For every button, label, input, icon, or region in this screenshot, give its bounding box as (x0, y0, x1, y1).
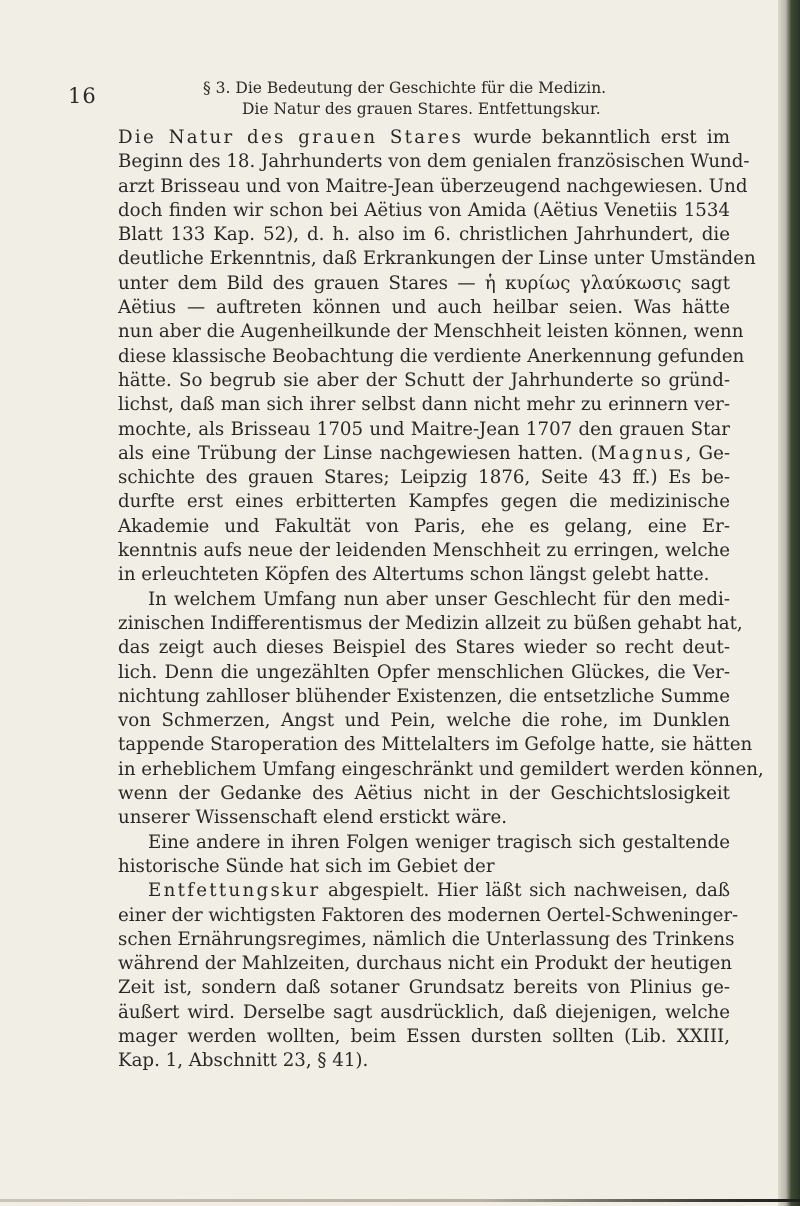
emphasized-term: Die Natur des grauen Stares (118, 127, 464, 148)
running-head-line1: § 3. Die Bedeutung der Geschichte für die Medizin. (203, 79, 607, 97)
text-run: Blatt 133 Kap. 52), d. h. also im 6. christlichen Jahrhundert, die (118, 224, 730, 246)
paragraph (118, 588, 764, 831)
text-run: Eine andere in ihren Folgen weniger tragisch sich gestaltende (148, 831, 730, 853)
text-line (118, 1025, 730, 1049)
text-line (118, 952, 730, 976)
text-run: lich. Denn die ungezählten Opfer menschlichen Glückes, die Ver- (118, 661, 730, 683)
text-run: Beginn des 18. Jahrhunderts von dem genialen französischen Wund- (118, 151, 750, 173)
text-line (118, 247, 756, 271)
text-line (118, 393, 730, 417)
text-line (118, 588, 730, 612)
text-run: wurde bekanntlich erst im (463, 127, 730, 148)
text-line (118, 345, 745, 369)
text-line (118, 904, 739, 928)
body-text (118, 126, 764, 1074)
text-line (118, 855, 730, 879)
text-run: In welchem Umfang nun aber unser Geschlecht für den medi- (148, 588, 730, 610)
text-line (118, 515, 730, 539)
text-run: doch finden wir schon bei Aëtius von Amida (Aëtius Venetiis 1534 (118, 199, 730, 221)
text-line (118, 418, 730, 442)
text-line (118, 175, 748, 199)
text-line (118, 1001, 730, 1025)
text-line (118, 831, 730, 855)
text-run: , Ge- (685, 442, 730, 464)
text-run: schichte des grauen Stares; Leipzig 1876, Seite 43 ff.) Es be- (118, 467, 730, 489)
text-run: in erleuchteten Köpfen des Altertums schon längst gelebt hatte. (118, 564, 710, 586)
text-run: Zeit ist, sondern daß sotaner Grundsatz bereits von Plinius ge- (118, 977, 730, 999)
text-run: einer der wichtigsten Faktoren des modernen Oertel-Schweninger- (118, 904, 739, 926)
text-run: abgespielt. Hier läßt sich nachweisen, daß (320, 880, 730, 902)
text-run: historische Sünde hat sich im Gebiet der (118, 855, 495, 877)
text-line (118, 466, 730, 490)
text-line (118, 928, 735, 952)
text-run: unserer Wissenschaft elend erstickt wäre. (118, 807, 508, 829)
text-line (118, 490, 730, 514)
text-line (118, 563, 730, 587)
emphasized-term: Entfettungskur (148, 880, 321, 902)
text-run: von Schmerzen, Angst und Pein, welche die rohe, im Dunklen (118, 710, 730, 732)
text-run: schen Ernährungsregimes, nämlich die Unterlassung des Trinkens (118, 928, 735, 950)
text-line (118, 806, 730, 830)
text-line (118, 150, 750, 174)
text-run: in erheblichem Umfang eingeschränkt und gemildert werden können, (118, 758, 764, 780)
text-line (118, 661, 730, 685)
text-run: wenn der Gedanke des Aëtius nicht in der Geschichtslosigkeit (118, 783, 730, 805)
text-run: arzt Brisseau und von Maitre-Jean überzeugend nachgewiesen. Und (118, 175, 748, 197)
text-run: nichtung zahlloser blühender Existenzen, die entsetzliche Summe (118, 685, 730, 707)
text-run: äußert wird. Derselbe sagt ausdrücklich, daß diejenigen, welche (118, 1001, 730, 1023)
text-run: lichst, daß man sich ihrer selbst dann nicht mehr zu erinnern ver- (118, 394, 730, 416)
text-line (118, 442, 730, 466)
text-run: durfte erst eines erbitterten Kampfes gegen die medizinische (118, 491, 730, 513)
text-line (118, 126, 730, 150)
text-run: mager werden wollten, beim Essen dursten sollten (Lib. XXIII, (118, 1025, 730, 1047)
text-run: hätte. So begrub sie aber der Schutt der Jahrhunderte so gründ- (118, 369, 730, 391)
paragraph (118, 831, 739, 1074)
bottom-edge (0, 1199, 800, 1202)
text-run: unter dem Bild des grauen Stares — ἡ κυρίως γλαύκωσις sagt (118, 272, 730, 294)
text-line (118, 612, 743, 636)
text-line (118, 685, 730, 709)
text-run: Akademie und Fakultät von Paris, ehe es gelang, eine Er- (118, 515, 730, 537)
text-run: mochte, als Brisseau 1705 und Maitre-Jean 1707 den grauen Star (118, 418, 730, 440)
text-run: nun aber die Augenheilkunde der Menschheit leisten können, wenn (118, 321, 744, 343)
text-line (118, 709, 730, 733)
text-run: als eine Trübung der Linse nachgewiesen hatten. ( (118, 442, 598, 464)
text-line (118, 636, 730, 660)
text-run: Kap. 1, Abschnitt 23, § 41). (118, 1050, 369, 1072)
text-line (118, 223, 730, 247)
text-run: zinischen Indifferentismus der Medizin allzeit zu büßen gehabt hat, (118, 612, 743, 634)
text-line (118, 733, 753, 757)
text-line (118, 539, 730, 563)
emphasized-term: Magnus (597, 442, 686, 464)
running-head (203, 78, 723, 120)
text-line (118, 879, 730, 903)
text-run: kenntnis aufs neue der leidenden Menschheit zu erringen, welche (118, 540, 730, 562)
text-run: das zeigt auch dieses Beispiel des Stares wieder so recht deut- (118, 637, 730, 659)
text-run: Aëtius — auftreten können und auch heilbar seien. Was hätte (118, 297, 730, 319)
text-run: während der Mahlzeiten, durchaus nicht ein Produkt der heutigen (118, 953, 732, 975)
running-head-line2: Die Natur des grauen Stares. Entfettungskur. (242, 100, 601, 118)
page-edge-shadow (778, 0, 800, 1206)
text-run: diese klassische Beobachtung die verdiente Anerkennung gefunden (118, 345, 745, 367)
text-line (118, 976, 730, 1000)
text-line (118, 272, 730, 296)
text-line (118, 1049, 730, 1073)
paragraph (118, 126, 756, 588)
text-run: tappende Staroperation des Mittelalters im Gefolge hatte, sie hätten (118, 734, 753, 756)
text-line (118, 296, 730, 320)
text-run: deutliche Erkenntnis, daß Erkrankungen der Linse unter Umständen (118, 248, 756, 270)
text-line (118, 199, 730, 223)
text-line (118, 782, 730, 806)
text-line (118, 758, 764, 782)
text-line (118, 320, 744, 344)
page-number: 16 (68, 84, 97, 108)
text-line (118, 369, 730, 393)
